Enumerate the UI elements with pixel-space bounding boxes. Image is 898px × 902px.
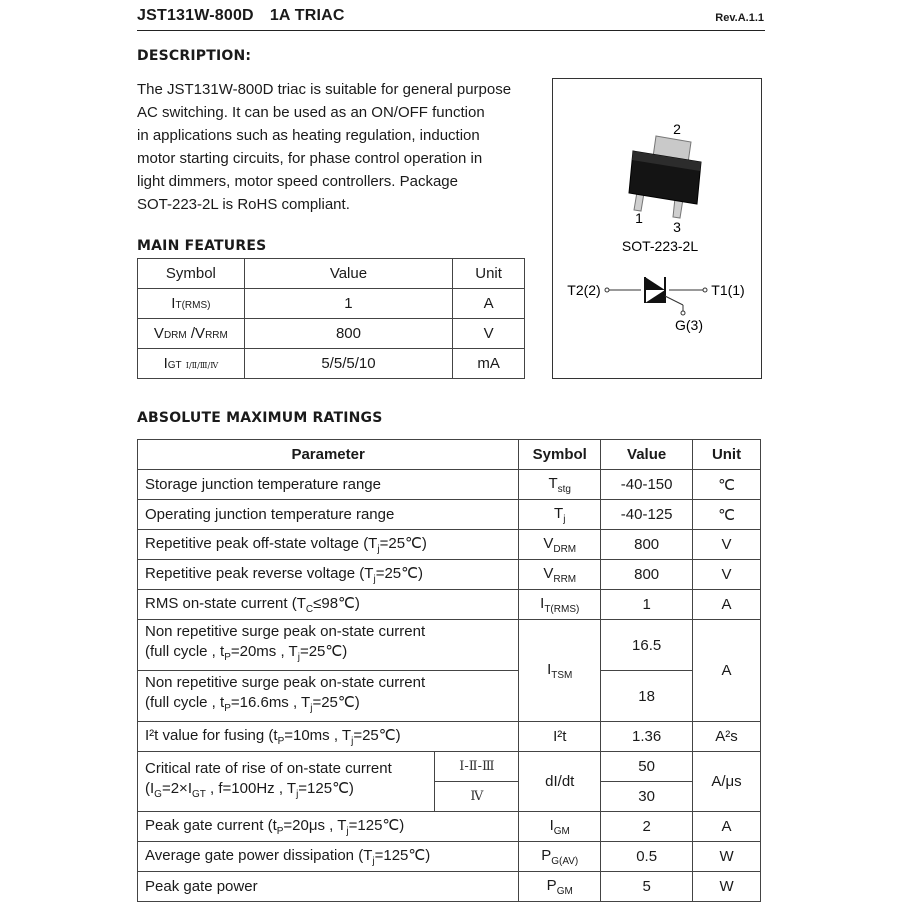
description-line: in applications such as heating regulation, induction	[137, 127, 480, 144]
table-row	[138, 319, 525, 349]
symbol-cell: $I_{TSM}$	[519, 620, 601, 722]
parameter-cell: Critical rate of rise of on-state current ($I_G=2\times I_{GT}$ , f=100Hz , $T_j=125℃$)	[138, 752, 435, 812]
description-line: motor starting circuits, for phase control operation in	[137, 150, 483, 167]
parameter-cell: Non repetitive surge peak on-state current (full cycle , $t_P=16.6ms$ , $T_j=25℃$)	[138, 671, 519, 722]
amr-heading: ABSOLUTE MAXIMUM RATINGS	[137, 410, 383, 426]
parameter-cell: Non repetitive surge peak on-state current (full cycle , $t_P=20ms$ , $T_j=25℃$)	[138, 620, 519, 671]
table-row	[138, 842, 761, 872]
value-cell: 800	[601, 560, 693, 590]
table-row	[138, 590, 761, 620]
column-header: Unit	[453, 259, 525, 289]
symbol-cell: IT(RMS)	[138, 289, 245, 319]
value-cell: 16.5	[601, 620, 693, 671]
table-row	[138, 530, 761, 560]
column-header: Value	[244, 259, 452, 289]
value-cell: 800	[601, 530, 693, 560]
value-cell: -40-125	[601, 500, 693, 530]
description-line: AC switching. It can be used as an ON/OFF function	[137, 104, 485, 121]
description-text	[137, 78, 537, 216]
part-subtitle: 1A TRIAC	[269, 7, 345, 24]
t1-label: T1(1)	[711, 282, 745, 298]
value-cell: 1	[244, 289, 452, 319]
unit-cell: A	[693, 812, 761, 842]
unit-cell: A	[453, 289, 525, 319]
unit-cell: W	[693, 872, 761, 902]
unit-cell: mA	[453, 349, 525, 379]
value-cell: 1	[601, 590, 693, 620]
table-row	[138, 560, 761, 590]
description-heading: DESCRIPTION:	[137, 48, 252, 64]
description-line: The JST131W-800D triac is suitable for general purpose	[137, 81, 512, 98]
quadrant-cell: Ⅳ	[435, 782, 519, 812]
main-features-table	[137, 258, 525, 379]
symbol-cell: VDRM /VRRM	[138, 319, 245, 349]
t2-label: T2(2)	[567, 282, 601, 298]
pin1-label: 1	[635, 210, 643, 226]
table-row	[138, 872, 761, 902]
gate-label: G(3)	[675, 317, 703, 333]
unit-cell: W	[693, 842, 761, 872]
value-cell: 1.36	[601, 722, 693, 752]
triac-triangle-upper	[645, 277, 665, 290]
pin2-label: 2	[673, 121, 681, 137]
gate-wire	[665, 296, 683, 305]
value-cell: 2	[601, 812, 693, 842]
column-header: Value	[601, 440, 693, 470]
triac-triangle-lower	[645, 290, 665, 303]
parameter-cell: Operating junction temperature range	[138, 500, 519, 530]
table-row	[138, 349, 525, 379]
quadrant-cell: Ⅰ-Ⅱ-Ⅲ	[435, 752, 519, 782]
parameter-cell: Average gate power dissipation $(T_j=125℃)$	[138, 842, 519, 872]
t1-terminal	[703, 288, 707, 292]
parameter-cell: Repetitive peak off-state voltage $(T_j=25℃)$	[138, 530, 519, 560]
unit-cell: A	[693, 590, 761, 620]
table-row	[138, 620, 761, 671]
column-header: Symbol	[138, 259, 245, 289]
document-title	[137, 7, 345, 25]
revision-label: Rev.A.1.1	[715, 12, 764, 24]
table-row	[138, 752, 761, 782]
column-header: Unit	[693, 440, 761, 470]
table-header-row	[138, 440, 761, 470]
parameter-cell: Storage junction temperature range	[138, 470, 519, 500]
package-drawing	[553, 79, 761, 378]
symbol-cell: $V_{DRM}$	[519, 530, 601, 560]
description-line: light dimmers, motor speed controllers. Package	[137, 173, 458, 190]
unit-cell: ℃	[693, 470, 761, 500]
value-cell: 30	[601, 782, 693, 812]
table-row	[138, 289, 525, 319]
unit-cell: V	[453, 319, 525, 349]
parameter-cell: Peak gate current ($t_P=20\mu s$ , $T_j=125℃$)	[138, 812, 519, 842]
header-rule	[137, 30, 765, 31]
symbol-cell: $T_j$	[519, 500, 601, 530]
column-header: Parameter	[138, 440, 519, 470]
symbol-cell: $V_{RRM}$	[519, 560, 601, 590]
package-box	[552, 78, 762, 379]
unit-cell: V	[693, 530, 761, 560]
value-cell: 0.5	[601, 842, 693, 872]
unit-cell: A²s	[693, 722, 761, 752]
package-name: SOT-223-2L	[621, 238, 699, 254]
unit-cell: ℃	[693, 500, 761, 530]
table-row	[138, 470, 761, 500]
parameter-cell: RMS on-state current $(T_C\le 98℃)$	[138, 590, 519, 620]
unit-cell: A/μs	[693, 752, 761, 812]
gate-terminal	[681, 311, 685, 315]
main-features-heading: MAIN FEATURES	[137, 238, 267, 254]
value-cell: 800	[244, 319, 452, 349]
symbol-cell: I²t	[519, 722, 601, 752]
table-row	[138, 500, 761, 530]
symbol-cell: dI/dt	[519, 752, 601, 812]
column-header: Symbol	[519, 440, 601, 470]
symbol-cell: IGT Ⅰ/Ⅱ/Ⅲ/Ⅳ	[138, 349, 245, 379]
symbol-cell: $I_{GM}$	[519, 812, 601, 842]
value-cell: 5/5/5/10	[244, 349, 452, 379]
part-number: JST131W-800D	[137, 7, 254, 24]
symbol-cell: $P_{G(AV)}$	[519, 842, 601, 872]
pin3-label: 3	[673, 219, 681, 235]
t2-terminal	[605, 288, 609, 292]
unit-cell: A	[693, 620, 761, 722]
table-header-row	[138, 259, 525, 289]
value-cell: 50	[601, 752, 693, 782]
unit-cell: V	[693, 560, 761, 590]
value-cell: 5	[601, 872, 693, 902]
value-cell: -40-150	[601, 470, 693, 500]
parameter-cell: Repetitive peak reverse voltage $(T_j=25℃)$	[138, 560, 519, 590]
table-row	[138, 812, 761, 842]
parameter-cell: I²t value for fusing ($t_P=10ms$ , $T_j=25℃$)	[138, 722, 519, 752]
table-row	[138, 671, 761, 722]
description-line: SOT-223-2L is RoHS compliant.	[137, 196, 350, 213]
symbol-cell: $I_{T(RMS)}$	[519, 590, 601, 620]
parameter-cell: Peak gate power	[138, 872, 519, 902]
symbol-cell: $P_{GM}$	[519, 872, 601, 902]
table-row	[138, 722, 761, 752]
value-cell: 18	[601, 671, 693, 722]
symbol-cell: $T_{stg}$	[519, 470, 601, 500]
absolute-maximum-ratings-table	[137, 439, 761, 902]
